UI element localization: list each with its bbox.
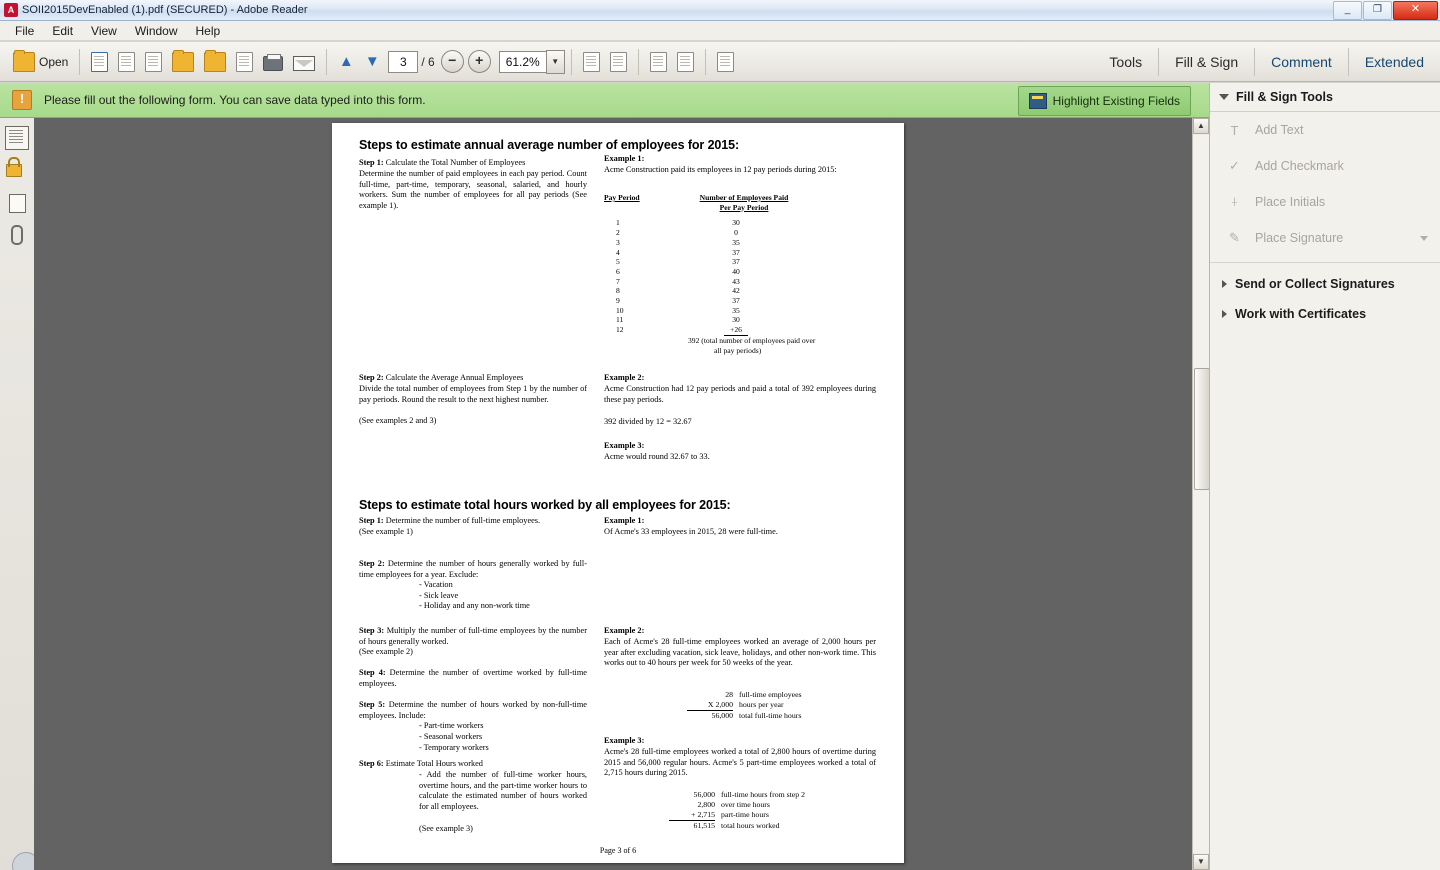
menu-edit[interactable]: Edit <box>52 23 74 38</box>
pay-table-total-cont: all pay periods) <box>714 345 762 355</box>
combine-files-button[interactable] <box>113 49 140 75</box>
minimize-button[interactable]: _ <box>1333 1 1362 20</box>
toolbar-divider-4 <box>638 49 639 75</box>
pay-period-table <box>604 193 874 355</box>
pages-icon[interactable] <box>9 194 26 213</box>
panel-title: Fill & Sign Tools <box>1236 90 1333 104</box>
tools-tab[interactable]: Tools <box>1109 54 1143 70</box>
zoom-in-button[interactable]: + <box>468 50 491 73</box>
notification-message: Please fill out the following form. You can save data typed into this form. <box>44 93 426 107</box>
chevron-down-icon[interactable] <box>1420 236 1428 241</box>
fit-page-button[interactable] <box>578 49 605 75</box>
read-mode-button[interactable] <box>712 49 739 75</box>
scroll-down-arrow-icon[interactable]: ▼ <box>1193 854 1209 870</box>
document-viewer[interactable] <box>34 118 1209 870</box>
previous-page-button[interactable]: ▲ <box>338 53 354 70</box>
table-row: 1 30 <box>616 218 740 228</box>
table-row: 8 42 <box>616 286 740 296</box>
adobe-reader-icon: A <box>4 3 18 17</box>
document-vertical-scrollbar[interactable] <box>1192 118 1209 870</box>
email-button[interactable] <box>288 50 320 74</box>
close-button[interactable]: ✕ <box>1393 1 1438 20</box>
calc-row: X 2,000 hours per year <box>687 700 802 711</box>
panel-header[interactable] <box>1210 83 1440 112</box>
hours-example2-body: Each of Acme's 28 full-time employees worked an average of 2,000 hours per year after excluding vacation, sick leave, holidays, and other non-work time. This works out to 40 hours per week for 50 weeks of the year. <box>604 637 876 668</box>
hours-step5-heading <box>359 700 587 721</box>
hours-step2-bullet-3: - Holiday and any non-work time <box>419 601 530 610</box>
print-button[interactable] <box>258 50 288 74</box>
step1-head-rest: Calculate the Total Number of Employees <box>383 158 526 167</box>
hours-step1-see: (See example 1) <box>359 527 413 536</box>
folder-icon <box>13 52 35 72</box>
window-title: SOII2015DevEnabled (1).pdf (SECURED) - Adobe Reader <box>22 4 308 16</box>
sticky-note-icon <box>650 52 667 72</box>
export-pdf-button[interactable] <box>167 49 199 75</box>
table-row: 9 37 <box>616 296 740 306</box>
zoom-out-button[interactable]: − <box>441 50 464 73</box>
hours-example3-body: Acme's 28 full-time employees worked a total of 2,800 hours of overtime during 2015 and 56,000 regular hours. Acme's 5 part-time employees worked a total of 2,715 hours during 2015. <box>604 747 876 778</box>
example3-head-label: Example 3: <box>604 441 645 450</box>
save-button[interactable] <box>231 49 258 75</box>
table-row: 7 43 <box>616 276 740 286</box>
zoom-dropdown-icon[interactable]: ▼ <box>546 50 565 74</box>
hours-step6-head-rest: Estimate Total Hours worked <box>383 759 483 768</box>
page-footer: Page 3 of 6 <box>599 846 637 855</box>
checkmark-icon: ✓ <box>1229 158 1240 173</box>
pdf-page <box>332 123 904 863</box>
main-toolbar <box>0 42 1440 82</box>
text-icon: T <box>1230 122 1239 138</box>
table-row: 11 30 <box>616 315 740 325</box>
table-row: 2 0 <box>616 228 738 238</box>
scroll-up-arrow-icon[interactable]: ▲ <box>1193 118 1209 134</box>
step2-see: (See examples 2 and 3) <box>359 416 437 425</box>
signature-icon: ✎ <box>1229 230 1240 245</box>
hours-step2-head-rest: Determine the number of hours generally worked by full-time employees for a year. Exclude: <box>359 559 587 579</box>
envelope-icon <box>293 56 315 71</box>
tool-add-text[interactable] <box>1210 112 1440 148</box>
hours-step6-head-label: Step 6: <box>359 759 384 768</box>
menu-view[interactable]: View <box>91 23 117 38</box>
table-row: 5 37 <box>616 257 740 267</box>
save-disk-icon <box>236 52 253 72</box>
hours-step4-head-label: Step 4: <box>359 668 386 677</box>
edit-pdf-button[interactable] <box>140 49 167 75</box>
hours-example3-calc <box>669 790 805 831</box>
col-employees-header: Number of Employees Paid <box>699 193 789 202</box>
example2-head <box>604 373 876 384</box>
example1-head <box>604 154 872 165</box>
step2-head-rest: Calculate the Average Annual Employees <box>383 373 524 382</box>
tool-place-signature-label: Place Signature <box>1255 231 1344 245</box>
hours-step1-head-rest: Determine the number of full-time employees. <box>383 516 541 525</box>
tool-place-initials-label: Place Initials <box>1255 195 1326 209</box>
open-label: Open <box>39 54 69 69</box>
menu-help[interactable]: Help <box>195 23 221 38</box>
fit-width-button[interactable] <box>605 49 632 75</box>
panel-divider <box>1210 262 1440 263</box>
pay-period-table-header <box>604 193 874 203</box>
expand-arrows-icon <box>717 52 734 72</box>
hours-example1-head <box>604 516 876 527</box>
group-send-or-collect-signatures[interactable] <box>1210 269 1440 299</box>
edit-pdf-icon <box>145 52 162 72</box>
section-1-title: Steps to estimate annual average number of employees for 2015: <box>359 138 740 152</box>
example1-head-label: Example 1: <box>604 154 645 163</box>
calc-row: 2,800 over time hours <box>697 800 770 809</box>
step1-heading <box>359 158 587 169</box>
hours-step5-bullet-3: - Temporary workers <box>419 743 489 752</box>
send-files-button[interactable] <box>199 49 231 75</box>
sticky-note-button[interactable] <box>645 49 672 75</box>
fill-and-sign-tab[interactable]: Fill & Sign <box>1175 54 1239 70</box>
hours-step3-head-label: Step 3: <box>359 626 385 635</box>
initials-icon: ⍭ <box>1230 194 1239 209</box>
example2-body: Acme Construction had 12 pay periods and paid a total of 392 employees during these pay periods. <box>604 384 876 404</box>
group-send-label: Send or Collect Signatures <box>1235 277 1395 291</box>
hours-step5-bullet-1: - Part-time workers <box>419 721 484 730</box>
example3-body: Acme would round 32.67 to 33. <box>604 452 710 461</box>
scrollbar-thumb[interactable] <box>1194 368 1210 490</box>
calc-row: 56,000 total full-time hours <box>711 711 802 720</box>
hours-step5-head-rest: Determine the number of hours worked by non-full-time employees. Include: <box>359 700 587 720</box>
chevron-right-icon <box>1222 280 1227 288</box>
tool-place-initials[interactable] <box>1210 184 1440 220</box>
calc-row: 56,000 full-time hours from step 2 <box>693 790 806 799</box>
group-work-with-certificates[interactable] <box>1210 299 1440 329</box>
hours-example1-head-label: Example 1: <box>604 516 645 525</box>
hours-example1-body: Of Acme's 33 employees in 2015, 28 were full-time. <box>604 527 778 536</box>
open-button[interactable] <box>8 49 73 75</box>
page-number-input[interactable]: 3 <box>388 51 418 73</box>
hours-example3-head-label: Example 3: <box>604 736 645 745</box>
printer-icon <box>263 56 283 71</box>
toolbar-divider-3 <box>571 49 572 75</box>
comment-tab[interactable]: Comment <box>1271 54 1332 70</box>
create-pdf-button[interactable] <box>86 49 113 75</box>
zoom-level-input[interactable]: 61.2% <box>499 51 546 73</box>
pay-table-total: 392 (total number of employees paid over <box>688 335 816 345</box>
hours-step3-heading <box>359 626 587 647</box>
hours-step4-head-rest: Determine the number of overtime worked by full-time employees. <box>359 668 587 688</box>
attachments-clip-icon[interactable] <box>6 225 28 247</box>
chevron-right-icon <box>1222 310 1227 318</box>
col-pay-period-header: Pay Period <box>604 193 640 202</box>
example2-calc: 392 divided by 12 = 32.67 <box>604 417 692 426</box>
hours-example2-calc <box>687 690 802 721</box>
tool-place-signature[interactable] <box>1210 220 1440 256</box>
tool-add-checkmark[interactable] <box>1210 148 1440 184</box>
table-row: 3 35 <box>616 237 740 247</box>
pay-period-table-header-line2 <box>604 203 874 213</box>
chevron-down-icon <box>1219 94 1229 100</box>
page-total-label: / 6 <box>421 54 435 69</box>
toolbar-divider <box>79 49 80 75</box>
hours-step2-heading <box>359 559 587 580</box>
example3-head <box>604 441 876 452</box>
calc-row: 28 full-time employees <box>725 690 802 699</box>
step1-body: Determine the number of paid employees in each pay period. Count full-time, part-time, temporary, seasonal, salaried, and hourly workers. Sum the number of employees for all pay periods (See example 1). <box>359 169 587 210</box>
hours-example3-head <box>604 736 876 747</box>
section-2-title: Steps to estimate total hours worked by all employees for 2015: <box>359 498 731 512</box>
window-controls <box>1333 1 1438 20</box>
highlight-fields-label: Highlight Existing Fields <box>1052 94 1180 108</box>
col-employees-header-2: Per Pay Period <box>719 202 769 212</box>
menu-file[interactable]: File <box>15 23 35 38</box>
group-certificates-label: Work with Certificates <box>1235 307 1367 321</box>
navigation-pane-strip <box>0 118 35 870</box>
table-row: 10 35 <box>616 305 740 315</box>
highlight-text-button[interactable] <box>672 49 699 75</box>
form-alert-icon: ! <box>12 90 32 110</box>
step2-head-label: Step 2: <box>359 373 384 382</box>
step1-head-label: Step 1: <box>359 158 384 167</box>
hours-step3-see: (See example 2) <box>359 647 413 656</box>
example2-head-label: Example 2: <box>604 373 645 382</box>
example1-body: Acme Construction paid its employees in 12 pay periods during 2015: <box>604 165 837 174</box>
menu-bar <box>0 21 1440 41</box>
scrollbar-track[interactable] <box>1193 135 1209 853</box>
page-thumbnails-icon[interactable] <box>5 126 29 150</box>
calc-row: + 2,715 part-time hours <box>669 810 805 821</box>
fit-page-icon <box>583 52 600 72</box>
step2-heading <box>359 373 587 384</box>
form-notification-bar <box>0 83 1209 118</box>
next-page-button[interactable]: ▼ <box>364 53 380 70</box>
highlight-existing-fields-button[interactable] <box>1018 86 1191 116</box>
hours-example2-head <box>604 626 876 637</box>
hours-step1-heading <box>359 516 587 527</box>
create-pdf-icon <box>91 52 108 72</box>
hours-step1-head-label: Step 1: <box>359 516 384 525</box>
hours-step6-body: - Add the number of full-time worker hours, overtime hours, and the part-time worker hours to calculate the estimated number of hours worked for all employees. <box>419 770 587 811</box>
fit-width-icon <box>610 52 627 72</box>
maximize-button[interactable]: ❐ <box>1363 1 1392 20</box>
table-row: 4 37 <box>616 247 740 257</box>
upload-cloud-icon <box>204 52 226 72</box>
toolbar-divider-2 <box>326 49 327 75</box>
tool-add-checkmark-label: Add Checkmark <box>1255 159 1344 173</box>
menu-window[interactable]: Window <box>134 23 178 38</box>
highlight-fields-icon <box>1029 93 1047 109</box>
hours-step6-see: (See example 3) <box>419 824 473 833</box>
hours-step5-head-label: Step 5: <box>359 700 386 709</box>
hours-step2-bullet-1: - Vacation <box>419 580 453 589</box>
hours-step3-head-rest: Multiply the number of full-time employees by the number of hours generally worked. <box>359 626 587 646</box>
table-row: 12 +26 <box>604 325 874 336</box>
security-lock-icon[interactable] <box>6 164 28 186</box>
extended-tab[interactable]: Extended <box>1364 54 1424 70</box>
hours-step2-bullet-2: - Sick leave <box>419 591 459 600</box>
tool-add-text-label: Add Text <box>1255 123 1304 137</box>
calc-row: 61,515 total hours worked <box>693 821 780 830</box>
hours-step4-heading <box>359 668 587 689</box>
fill-and-sign-panel <box>1209 83 1440 870</box>
toolbar-right-tabs <box>1093 42 1440 82</box>
title-bar <box>0 0 1440 21</box>
step2-body: Divide the total number of employees from Step 1 by the number of pay periods. Round the result to the next highest number. <box>359 384 587 404</box>
hours-example2-head-label: Example 2: <box>604 626 645 635</box>
highlight-text-icon <box>677 52 694 72</box>
table-row: 6 40 <box>616 266 740 276</box>
hours-step2-head-label: Step 2: <box>359 559 385 568</box>
hours-step6-heading <box>359 759 587 770</box>
combine-files-icon <box>118 52 135 72</box>
export-folder-icon <box>172 52 194 72</box>
hours-step5-bullet-2: - Seasonal workers <box>419 732 483 741</box>
toolbar-divider-5 <box>705 49 706 75</box>
